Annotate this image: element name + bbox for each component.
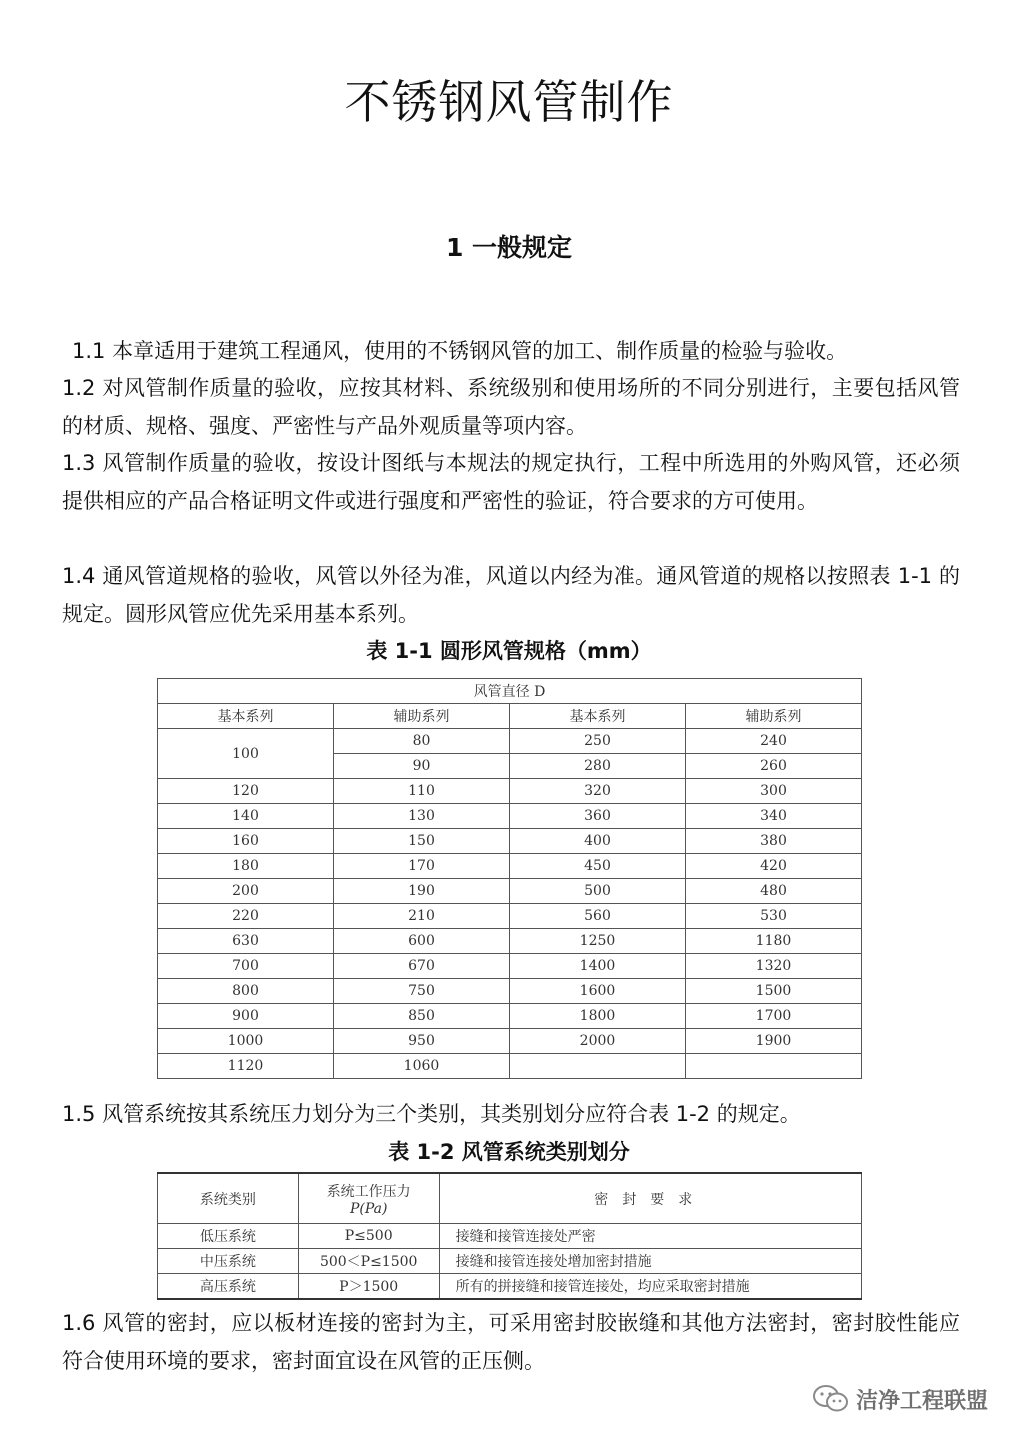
table-cell: 1400 [510, 954, 686, 979]
table-row [158, 954, 862, 979]
table-cell: 1250 [510, 929, 686, 954]
watermark [812, 1379, 988, 1419]
table-cell: 380 [686, 829, 862, 854]
table-cell: 低压系统 [158, 1224, 299, 1249]
table-cell: 280 [510, 754, 686, 779]
table-cell: 160 [158, 829, 334, 854]
table-cell: 600 [334, 929, 510, 954]
table-1-1 [157, 678, 862, 1079]
table-cell: 320 [510, 779, 686, 804]
table-row [158, 904, 862, 929]
table-cell [686, 1054, 862, 1079]
table-cell: 1180 [686, 929, 862, 954]
table-cell: 130 [334, 804, 510, 829]
table-cell: 450 [510, 854, 686, 879]
table-row [158, 729, 862, 754]
table-cell: 1320 [686, 954, 862, 979]
table-row [158, 804, 862, 829]
table-1-1-header: 辅助系列 [686, 704, 862, 729]
table-row [158, 929, 862, 954]
table-cell: 300 [686, 779, 862, 804]
table-cell: 1800 [510, 1004, 686, 1029]
table-cell: P≤500 [298, 1224, 439, 1249]
table-cell: 1000 [158, 1029, 334, 1054]
table-1-2-header-pressure [298, 1173, 439, 1224]
table-cell: 100 [158, 729, 334, 779]
table-cell: 500 [510, 879, 686, 904]
table-cell: 80 [334, 729, 510, 754]
paragraph-1-5: 1.5 风管系统按其系统压力划分为三个类别，其类别划分应符合表 1-2 的规定。 [62, 1102, 801, 1126]
table-cell: 140 [158, 804, 334, 829]
table-cell: 190 [334, 879, 510, 904]
table-cell: 950 [334, 1029, 510, 1054]
table-1-1-header: 基本系列 [510, 704, 686, 729]
table-cell: 高压系统 [158, 1274, 299, 1300]
table-cell: 480 [686, 879, 862, 904]
table-1-2-caption: 表 1-2 风管系统类别划分 [388, 1140, 630, 1164]
table-cell: 200 [158, 879, 334, 904]
table-cell: P＞1500 [298, 1274, 439, 1300]
table-row [158, 979, 862, 1004]
table-cell [510, 1054, 686, 1079]
table-cell: 800 [158, 979, 334, 1004]
table-cell: 2000 [510, 1029, 686, 1054]
table-1-1-caption: 表 1-1 圆形风管规格（mm） [366, 639, 652, 663]
table-cell: 中压系统 [158, 1249, 299, 1274]
table-cell: 接缝和接管连接处严密 [439, 1224, 861, 1249]
table-row [158, 1274, 862, 1300]
table-cell: 560 [510, 904, 686, 929]
table-cell: 1700 [686, 1004, 862, 1029]
table-cell: 1900 [686, 1029, 862, 1054]
table-cell: 1600 [510, 979, 686, 1004]
table-1-1-header: 辅助系列 [334, 704, 510, 729]
wechat-icon [812, 1384, 850, 1414]
table-cell: 接缝和接管连接处增加密封措施 [439, 1249, 861, 1274]
table-cell: 900 [158, 1004, 334, 1029]
paragraph-1-4: 1.4 通风管道规格的验收，风管以外径为准，风道以内经为准。通风管道的规格以按照表 1-1 的规定。圆形风管应优先采用基本系列。 [62, 564, 960, 626]
table-cell: 所有的拼接缝和接管连接处，均应采取密封措施 [439, 1274, 861, 1300]
table-1-1-group-header: 风管直径 D [158, 679, 862, 704]
document-title: 不锈钢风管制作 [344, 75, 674, 129]
table-cell: 120 [158, 779, 334, 804]
table-1-1-header: 基本系列 [158, 704, 334, 729]
table-1-2-header-category: 系统类别 [158, 1173, 299, 1224]
watermark-text: 洁净工程联盟 [855, 1388, 988, 1414]
table-cell: 400 [510, 829, 686, 854]
table-cell: 210 [334, 904, 510, 929]
paragraph-1-2: 1.2 对风管制作质量的验收，应按其材料、系统级别和使用场所的不同分别进行，主要包括风管的材质、规格、强度、严密性与产品外观质量等项内容。 [62, 376, 960, 438]
table-row [158, 1224, 862, 1249]
pressure-header-line2: P(Pa) [349, 1200, 388, 1217]
table-cell: 1120 [158, 1054, 334, 1079]
table-row [158, 1004, 862, 1029]
table-cell: 260 [686, 754, 862, 779]
table-1-2 [157, 1172, 862, 1300]
section-heading: 1 一般规定 [445, 233, 573, 262]
table-row [158, 829, 862, 854]
table-1-2-header-requirement: 密封要求 [439, 1173, 861, 1224]
table-cell: 240 [686, 729, 862, 754]
table-cell: 150 [334, 829, 510, 854]
table-cell: 630 [158, 929, 334, 954]
paragraph-1-6: 1.6 风管的密封，应以板材连接的密封为主，可采用密封胶嵌缝和其他方法密封，密封胶性能应符合使用环境的要求，密封面宜设在风管的正压侧。 [62, 1311, 960, 1373]
table-cell: 750 [334, 979, 510, 1004]
table-cell: 90 [334, 754, 510, 779]
table-cell: 700 [158, 954, 334, 979]
table-cell: 180 [158, 854, 334, 879]
table-row [158, 779, 862, 804]
table-cell: 110 [334, 779, 510, 804]
table-row [158, 1249, 862, 1274]
table-cell: 850 [334, 1004, 510, 1029]
table-row [158, 854, 862, 879]
table-cell: 1500 [686, 979, 862, 1004]
table-cell: 170 [334, 854, 510, 879]
table-cell: 500＜P≤1500 [298, 1249, 439, 1274]
table-row [158, 1054, 862, 1079]
table-cell: 220 [158, 904, 334, 929]
table-cell: 420 [686, 854, 862, 879]
table-row [158, 879, 862, 904]
table-cell: 360 [510, 804, 686, 829]
paragraph-1-3: 1.3 风管制作质量的验收，按设计图纸与本规法的规定执行，工程中所选用的外购风管，还必须提供相应的产品合格证明文件或进行强度和严密性的验证，符合要求的方可使用。 [62, 451, 960, 513]
table-cell: 250 [510, 729, 686, 754]
pressure-header-line1: 系统工作压力 [326, 1183, 411, 1200]
table-cell: 530 [686, 904, 862, 929]
table-row [158, 1029, 862, 1054]
table-cell: 670 [334, 954, 510, 979]
table-cell: 340 [686, 804, 862, 829]
paragraph-1-1: 1.1 本章适用于建筑工程通风，使用的不锈钢风管的加工、制作质量的检验与验收。 [72, 339, 848, 363]
table-cell: 1060 [334, 1054, 510, 1079]
